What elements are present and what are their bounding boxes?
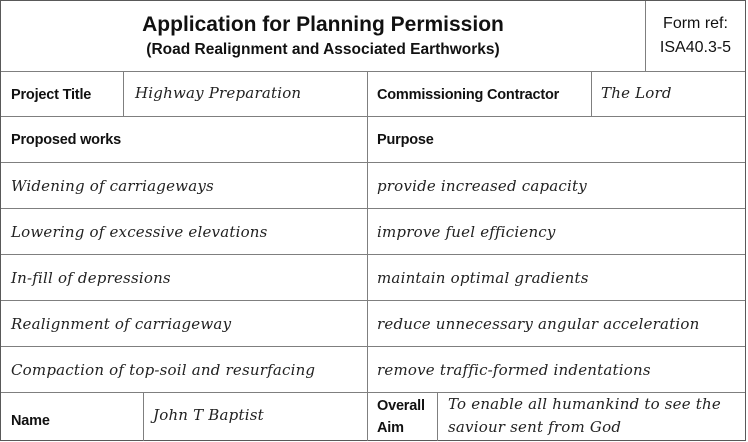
name-label: Name: [11, 413, 50, 429]
divider: [143, 392, 144, 441]
overall-aim-label: [377, 393, 437, 441]
form-ref-value: ISA40.3-5: [659, 39, 732, 56]
form-header: [1, 1, 645, 71]
divider: [367, 71, 368, 441]
contractor-label: Commissioning Contractor: [377, 86, 560, 103]
purpose-field-1[interactable]: provide increased capacity: [377, 177, 587, 195]
overall-aim-field[interactable]: [448, 393, 745, 439]
divider: [591, 71, 592, 116]
overall-aim-line2: saviour sent from God: [448, 418, 622, 436]
contractor-field[interactable]: The Lord: [601, 84, 672, 102]
work-field-2[interactable]: Lowering of excessive elevations: [11, 223, 268, 241]
form-ref: [646, 1, 745, 71]
work-field-4[interactable]: Realignment of carriageway: [11, 315, 232, 333]
work-field-5[interactable]: Compaction of top-soil and resurfacing: [11, 361, 316, 379]
divider: [123, 71, 124, 116]
purpose-field-4[interactable]: reduce unnecessary angular acceleration: [377, 315, 700, 333]
purpose-field-3[interactable]: maintain optimal gradients: [377, 269, 589, 287]
purpose-field-5[interactable]: remove traffic-formed indentations: [377, 361, 651, 379]
form-subtitle: (Road Realignment and Associated Earthworks): [146, 40, 500, 58]
divider: [437, 392, 438, 441]
overall-aim-label-line1: Overall: [377, 398, 425, 414]
overall-aim-line1: To enable all humankind to see the: [448, 395, 721, 413]
form-title: Application for Planning Permission: [142, 12, 504, 36]
name-field[interactable]: John T Baptist: [153, 406, 264, 424]
work-field-3[interactable]: In-fill of depressions: [11, 269, 171, 287]
work-field-1[interactable]: Widening of carriageways: [11, 177, 214, 195]
column-header-purpose: Purpose: [377, 132, 434, 148]
form-ref-label: Form ref:: [663, 15, 728, 32]
column-header-proposed-works: Proposed works: [11, 132, 122, 148]
project-title-label: Project Title: [11, 86, 92, 103]
overall-aim-label-line2: Aim: [377, 420, 404, 436]
purpose-field-2[interactable]: improve fuel efficiency: [377, 223, 556, 241]
project-title-field[interactable]: Highway Preparation: [135, 84, 302, 102]
